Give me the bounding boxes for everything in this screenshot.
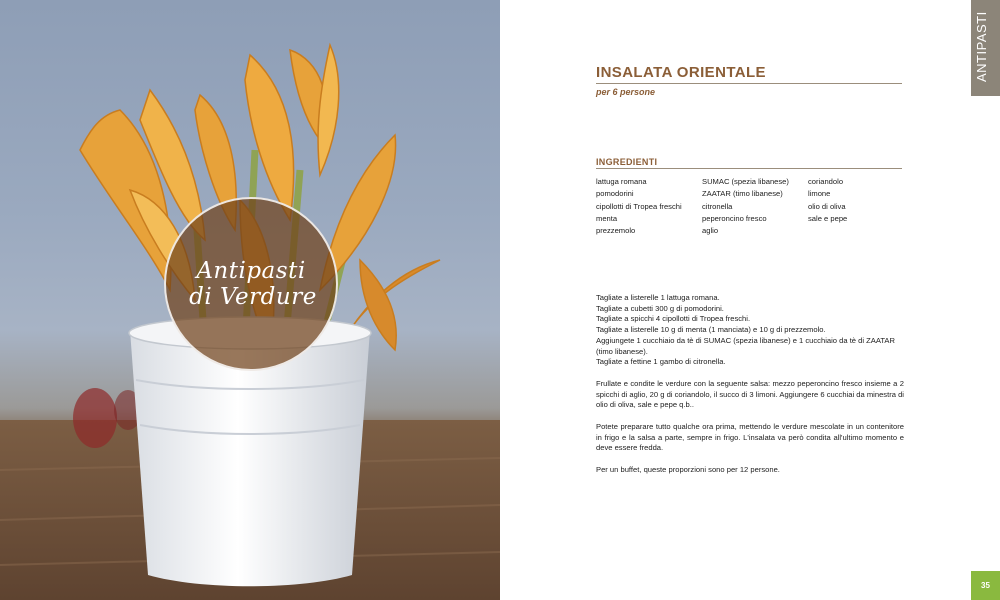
recipe-instructions [596,293,904,487]
instructions-paragraph-3: Potete preparare tutto qualche ora prima, mettendo le verdure mescolate in un contenitore in frigo e la salsa a parte, sempre in frigo. L'insalata va però condita all'ultimo momento e deve essere fredda. [596,422,904,453]
ingredients-heading: INGREDIENTI [596,157,658,167]
ingredients-column-1 [596,176,682,237]
ingredient-item: pomodorini [596,189,634,199]
recipe-page [500,0,1000,600]
instruction-line: Tagliate a listerelle 1 lattuga romana. [596,293,720,302]
ingredient-item: aglio [702,226,719,236]
ingredient-item: SUMAC (spezia libanese) [702,177,789,186]
instruction-line: Tagliate a listerelle 10 g di menta (1 manciata) e 10 g di prezzemolo. [596,325,826,335]
title-divider [596,83,902,84]
instruction-line: Tagliate a cubetti 300 g di pomodorini. [596,303,724,313]
badge-line-1: Antipasti [196,258,306,284]
instructions-paragraph-4: Per un buffet, queste proporzioni sono per 12 persone. [596,465,780,475]
recipe-title: INSALATA ORIENTALE [596,64,766,81]
ingredient-item: sale e pepe [808,213,848,223]
instructions-paragraph-1 [596,293,904,368]
ingredient-item: lattuga romana [596,177,647,186]
ingredient-item: peperoncino fresco [702,213,767,223]
instructions-paragraph-2: Frullate e condite le verdure con la seguente salsa: mezzo peperoncino fresco insieme a 2 spicchi di aglio, 20 g di coriandolo, il succo di 3 limoni. Aggiungere 6 cucchiai da minestra di olio di oliva, sale e pepe q.b.. [596,378,904,410]
ingredient-item: prezzemolo [596,226,636,236]
ingredients-column-2 [702,176,789,237]
section-tab-label: ANTIPASTI [974,11,989,82]
instruction-line: Tagliate a spicchi 4 cipollotti di Tropea freschi. [596,314,751,324]
section-tab [971,0,1000,96]
instruction-line: Tagliate a fettine 1 gambo di citronella. [596,357,726,367]
instruction-line: Aggiungete 1 cucchiaio da tè di SUMAC (spezia libanese) e 1 cucchiaio da tè di ZAATAR (timo libanese). [596,335,895,356]
badge-line-2: di Verdure [189,284,317,310]
ingredients-divider [596,168,902,169]
ingredient-item: ZAATAR (timo libanese) [702,189,783,199]
ingredient-item: olio di oliva [808,201,846,211]
ingredient-item: cipollotti di Tropea freschi [596,201,682,211]
ingredient-item: limone [808,189,831,199]
section-badge [164,197,338,371]
ingredients-column-3 [808,176,847,225]
ingredient-item: menta [596,213,618,223]
ingredient-item: coriandolo [808,177,844,186]
servings-text: per 6 persone [596,87,656,97]
ingredient-item: citronella [702,201,733,211]
page-number: 35 [971,571,1000,600]
